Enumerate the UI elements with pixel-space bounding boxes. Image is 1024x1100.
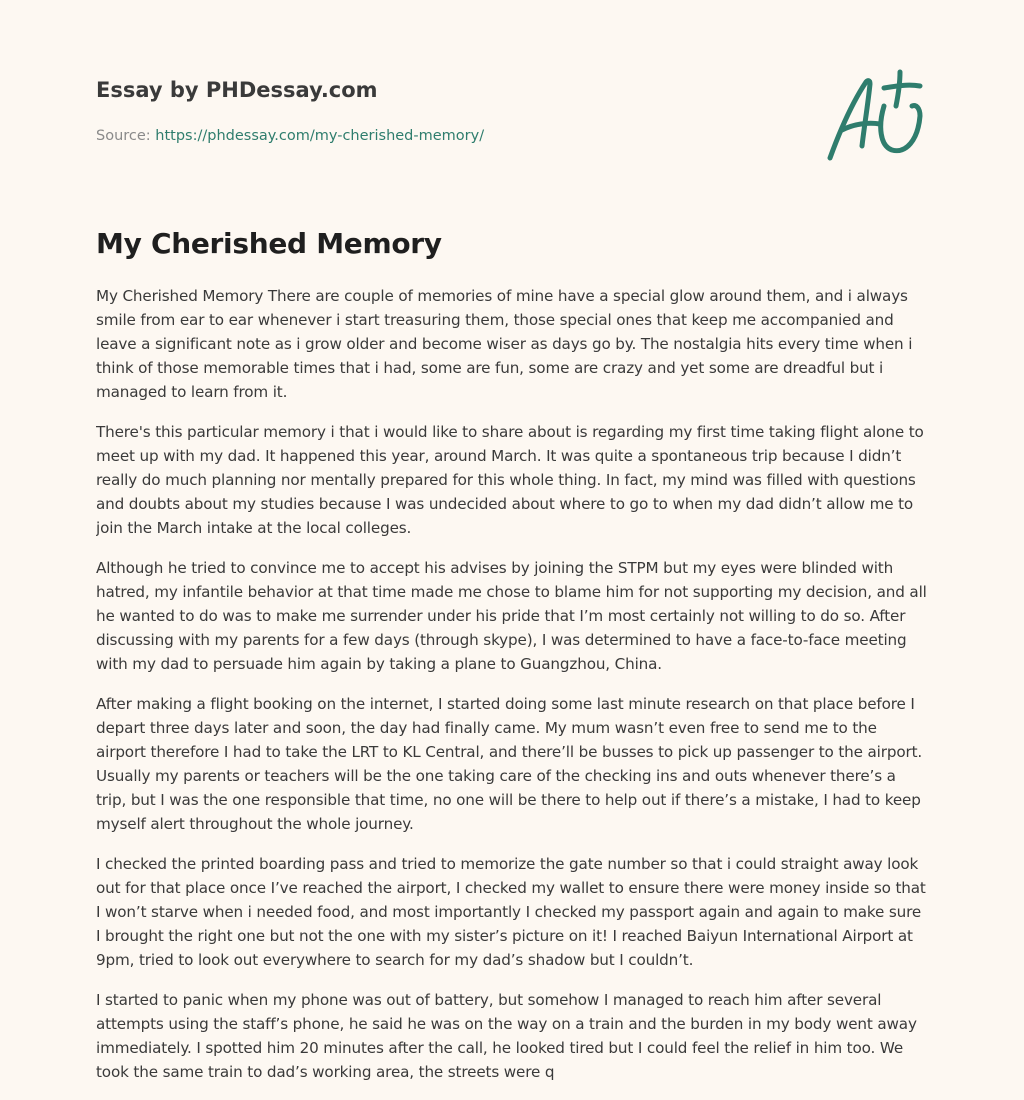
essay-paragraph: Although he tried to convince me to accept his advises by joining the STPM but my eyes were blinded with hatred, my infantile behavior at that time made me chose to blame him for not supporting my decision, and all he wanted to do was to make me surrender under his pride that I’m most certainly not willing to do so. After discussing with my parents for a few days (through skype), I was determined to have a face-to-face meeting with my dad to persuade him again by taking a plane to Guangzhou, China. <box>96 559 927 673</box>
source-label: Source: <box>96 128 151 144</box>
page-header <box>96 76 796 146</box>
essay-paragraph: I checked the printed boarding pass and tried to memorize the gate number so that i could straight away look out for that place once I’ve reached the airport, I checked my wallet to ensure there were money inside so that I won’t starve when i needed food, and most importantly I checked my passport again and again to make sure I brought the right one but not the one with my sister’s picture on it! I reached Baiyun International Airport at 9pm, tried to look out everywhere to search for my dad’s shadow but I couldn’t. <box>96 855 926 969</box>
site-title: Essay by PHDessay.com <box>96 78 378 102</box>
essay-paragraph: I started to panic when my phone was out of battery, but somehow I managed to reach him after several attempts using the staff’s phone, he said he was on the way on a train and the burden in my body went away immediately. I spotted him 20 minutes after the call, he looked tired but I could feel the relief in him too. We took the same train to dad’s working area, the streets were q <box>96 991 917 1081</box>
essay-paragraph: My Cherished Memory There are couple of memories of mine have a special glow around them, and i always smile from ear to ear whenever i start treasuring them, those special ones that keep me accompanied and leave a significant note as i grow older and become wiser as days go by. The nostalgia hits every time when i think of those memorable times that i had, some are fun, some are crazy and yet some are dreadful but i managed to learn from it. <box>96 287 913 401</box>
essay-paragraph: There's this particular memory i that i would like to share about is regarding my first time taking flight alone to meet up with my dad. It happened this year, around March. It was quite a spontaneous trip because I didn’t really do much planning nor mentally prepared for this whole thing. In fact, my mind was filled with questions and doubts about my studies because I was undecided about where to go to when my dad didn’t allow me to join the March intake at the local colleges. <box>96 423 924 537</box>
essay-title: My Cherished Memory <box>96 227 442 260</box>
essay-body <box>96 284 928 1090</box>
a-plus-logo-icon <box>820 66 930 166</box>
essay-paragraph: After making a flight booking on the internet, I started doing some last minute research on that place before I depart three days later and soon, the day had finally came. My mum wasn’t even free to send me to the airport therefore I had to take the LRT to KL Central, and there’ll be busses to pick up passenger to the airport. Usually my parents or teachers will be the one taking care of the checking ins and outs whenever there’s a trip, but I was the one responsible that time, no one will be there to help out if there’s a mistake, I had to keep myself alert throughout the whole journey. <box>96 695 923 833</box>
source-link[interactable]: https://phdessay.com/my-cherished-memory/ <box>155 128 485 144</box>
source-line <box>96 126 796 146</box>
